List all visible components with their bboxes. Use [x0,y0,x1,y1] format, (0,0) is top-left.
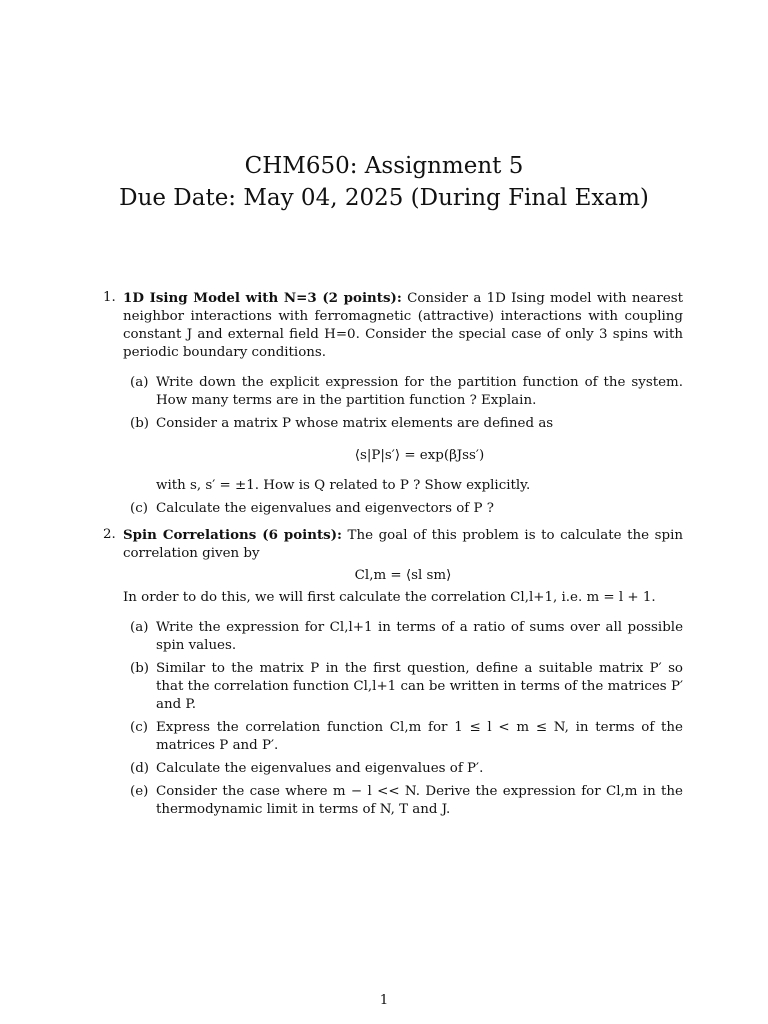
part-label: (b) [130,661,150,676]
part-text: Similar to the matrix P in the first question, define a suitable matrix P′ so that the correlation function Cl,l+1 can be written in terms of the matrices P′ and P. [156,661,683,712]
part-c [123,719,683,755]
part-e [123,783,683,819]
document-title: CHM650: Assignment 5 [244,153,524,179]
problem-title: Spin Correlations (6 points): [123,527,342,543]
page-number: 1 [379,993,389,1008]
problem-number: 2. [103,527,116,542]
correlation-equation: Cl,m = ⟨sl sm⟩ [354,568,452,583]
part-label: (a) [130,620,149,635]
part-text: Calculate the eigenvalues and eigenvalues of P′. [156,761,484,776]
problem-body: The goal of this problem is to calculate the spin correlation given by [123,528,683,561]
part-label: (c) [130,501,148,516]
part-b [123,660,683,714]
part-text: Consider the case where m − l << N. Derive the expression for Cl,m in the thermodynamic limit in terms of N, T and J. [156,784,683,817]
problem-1 [103,289,683,518]
part-d [123,760,683,778]
part-label: (a) [130,375,149,390]
problem-parts [123,619,683,819]
due-date: Due Date: May 04, 2025 (During Final Exam) [119,185,649,211]
part-text: Write the expression for Cl,l+1 in terms of a ratio of sums over all possible spin values. [156,620,683,653]
part-label: (d) [130,761,150,776]
problem-statement [123,526,683,563]
part-text: Express the correlation function Cl,m for 1 ≤ l < m ≤ N, in terms of the matrices P and P′. [156,720,683,753]
part-a [123,374,683,410]
part-label: (c) [130,720,148,735]
part-text: Write down the explicit expression for the partition function of the system. How many terms are in the partition function ? Explain. [156,375,683,408]
part-text: Calculate the eigenvalues and eigenvectors of P ? [156,501,494,516]
part-a [123,619,683,655]
part-b [123,415,683,495]
matrix-element-equation: ⟨s|P|s′⟩ = exp(βJss′) [354,448,485,463]
problem-number: 1. [103,290,116,305]
part-label: (b) [130,416,150,431]
problem-2 [103,526,683,819]
part-label: (e) [130,784,149,799]
problem-body: Consider a 1D Ising model with nearest neighbor interactions with ferromagnetic (attractive) interactions with coupling constant J and external field H=0. Consider the special case of only 3 spins with periodic boundary conditions. [123,291,683,360]
problem-parts [123,374,683,518]
part-followup: with s, s′ = ±1. How is Q related to P ? Show explicitly. [156,478,531,493]
part-c [123,500,683,518]
problem-title: 1D Ising Model with N=3 (2 points): [123,290,402,306]
problem-paragraph: In order to do this, we will first calculate the correlation Cl,l+1, i.e. m = l + 1. [123,590,656,605]
part-text: Consider a matrix P whose matrix elements are defined as [156,416,554,431]
problem-list [103,289,683,827]
problem-statement [123,289,683,362]
document-header [0,150,768,214]
